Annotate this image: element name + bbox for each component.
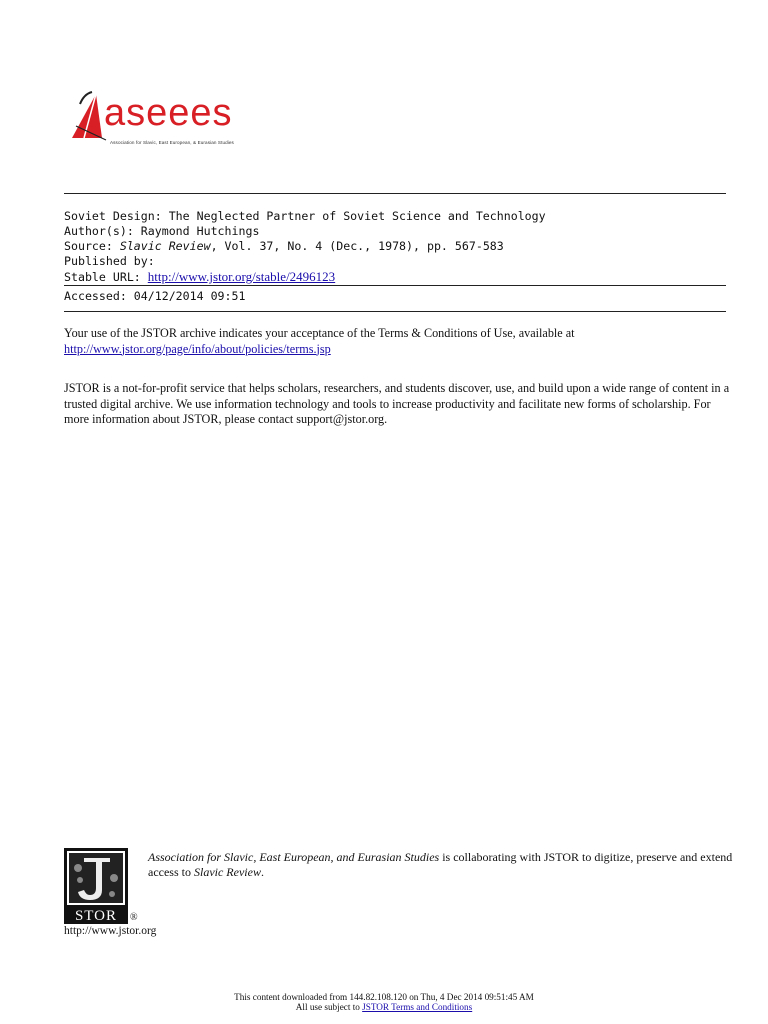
jstor-home-url[interactable]: http://www.jstor.org (64, 925, 157, 937)
terms-text: Your use of the JSTOR archive indicates your acceptance of the Terms & Conditions of Use, available at (64, 326, 575, 340)
source-journal: Slavic Review (119, 239, 211, 253)
source-details: , Vol. 37, No. 4 (Dec., 1978), pp. 567-583 (210, 239, 504, 253)
author-label: Author(s): (64, 224, 141, 238)
logo-wordmark: aseees (104, 92, 233, 134)
logo-tagline: Association for Slavic, East European, & Eurasian Studies (110, 140, 234, 145)
divider-accessed (64, 285, 726, 286)
jstor-j-emblem-icon (64, 848, 128, 908)
stable-url-label: Stable URL: (64, 270, 148, 284)
article-stable-url (64, 269, 335, 285)
footer-terms-link[interactable]: JSTOR Terms and Conditions (362, 1002, 473, 1012)
collab-journal: Slavic Review (193, 865, 261, 879)
article-publisher: Published by: (64, 254, 155, 268)
collaboration-text (148, 850, 738, 880)
divider-top (64, 193, 726, 194)
about-paragraph: JSTOR is a not-for-profit service that helps scholars, researchers, and students discover, use, and build upon a wide range of content in a trusted digital archive. We use information technology and tools to increase productivity and facilitate new forms of scholarship. For more information about JSTOR, please contact support@jstor.org. (64, 381, 730, 426)
article-title: Soviet Design: The Neglected Partner of Soviet Science and Technology (64, 209, 546, 223)
jstor-logo (64, 848, 146, 926)
collab-middle: is collaborating with JSTOR to digitize, preserve and extend access to (148, 850, 733, 879)
article-author (64, 224, 259, 239)
divider-bottom (64, 311, 726, 312)
article-source (64, 239, 504, 254)
footer-terms-line (0, 1002, 768, 1013)
aseees-logo (62, 88, 252, 158)
terms-paragraph (64, 326, 734, 357)
registered-mark: ® (130, 912, 138, 923)
terms-link[interactable]: http://www.jstor.org/page/info/about/policies/terms.jsp (64, 341, 331, 356)
accessed-date: Accessed: 04/12/2014 09:51 (64, 289, 246, 303)
jstor-logo-text: STOR (64, 908, 128, 924)
stable-url-link[interactable]: http://www.jstor.org/stable/2496123 (147, 269, 336, 284)
collab-end: . (260, 865, 264, 879)
author-name: Raymond Hutchings (140, 224, 260, 238)
footer-download-line: This content downloaded from 144.82.108.120 on Thu, 4 Dec 2014 09:51:45 AM (234, 992, 534, 1002)
footer-terms-prefix: All use subject to (295, 1002, 363, 1012)
source-label: Source: (64, 239, 120, 253)
collab-org: Association for Slavic, East European, and Eurasian Studies (148, 850, 440, 864)
